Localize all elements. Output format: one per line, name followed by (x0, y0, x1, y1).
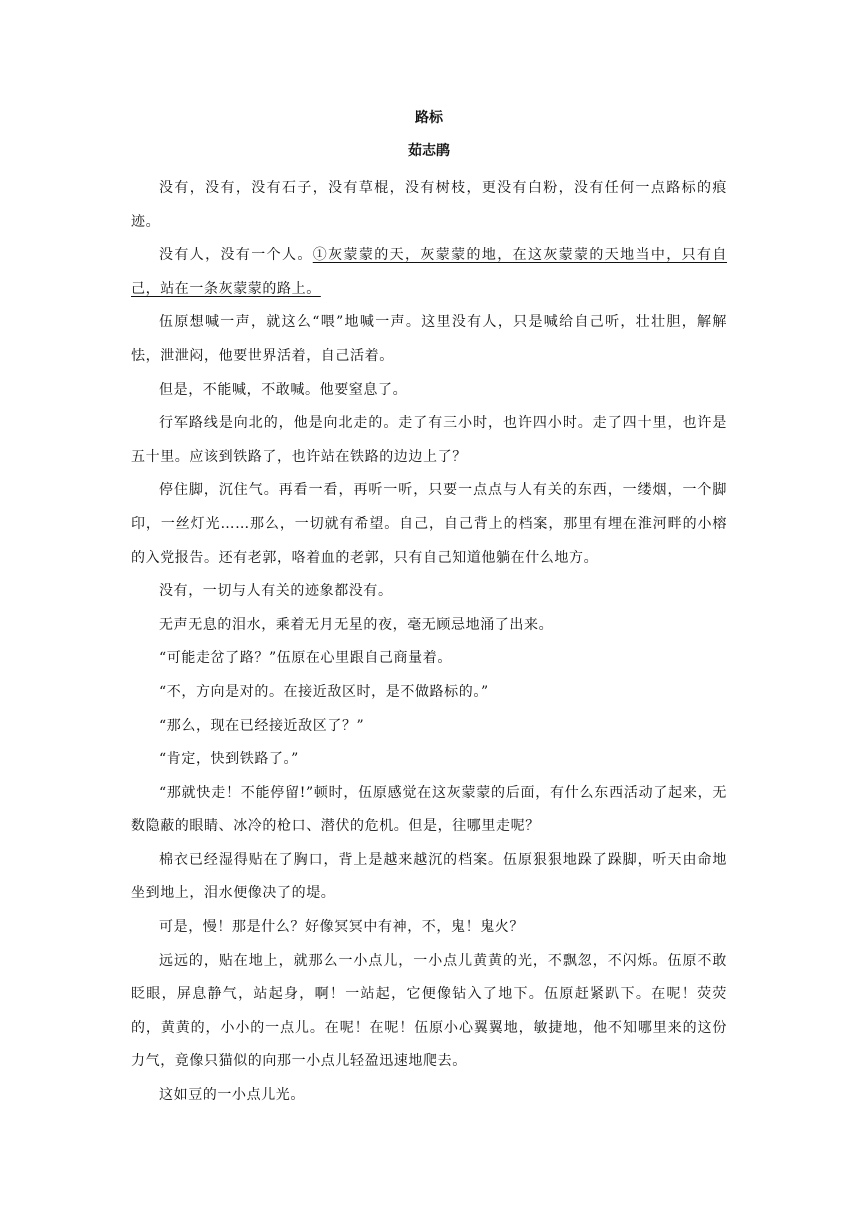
paragraph: “肯定，快到铁路了。” (159, 751, 299, 768)
paragraph: “那就快走！不能停留!”顿时，伍原感觉在这灰蒙蒙的后面，有什么东西活动了起来，无数隐蔽的眼睛、冰冷的枪口、潜伏的危机。但是，往哪里走呢？ (131, 784, 727, 835)
paragraph: 行军路线是向北的，他是向北走的。走了有三小时，也许四小时。走了四十里，也许是五十里。应该到铁路了，也许站在铁路的边边上了？ (131, 415, 727, 465)
paragraph: 但是，不能喊，不敢喊。他要窒息了。 (159, 381, 408, 398)
paragraph-text: 没有人，没有一个人。 (159, 247, 313, 264)
author-name: 茹志鹃 (408, 143, 450, 159)
paragraph: 棉衣已经湿得贴在了胸口，背上是越来越沉的档案。伍原狠狠地跺了跺脚，听天由命地坐到地上，泪水便像决了的堤。 (131, 851, 727, 902)
paragraph: 伍原想喊一声，就这么“喂”地喊一声。这里没有人，只是喊给自己听，壮壮胆，解解怯，泄泄闷，他要世界活着，自己活着。 (131, 314, 727, 364)
paragraph: 无声无息的泪水，乘着无月无星的夜，毫无顾忌地涌了出来。 (159, 616, 554, 633)
document-page (131, 108, 727, 1113)
paragraph: “不，方向是对的。在接近敌区时，是不做路标的。” (159, 683, 489, 700)
paragraph: 停住脚，沉住气。再看一看，再听一听，只要一点点与人有关的东西，一缕烟，一个脚印，一丝灯光……那么，一切就有希望。自己，自己背上的档案，那里有埋在淮河畔的小榕的入党报告。还有老郭，咯着血的老郭，只有自己知道他躺在什么地方。 (131, 482, 727, 566)
paragraph: “那么，现在已经接近敌区了？” (159, 717, 365, 734)
paragraph: 没有，没有，没有石子，没有草棍，没有树枝，更没有白粉，没有任何一点路标的痕迹。 (131, 180, 727, 230)
article-title: 路标 (415, 110, 443, 126)
paragraph: 没有，一切与人有关的迹象都没有。 (159, 583, 393, 600)
underlined-sentence: ①灰蒙蒙的天，灰蒙蒙的地，在这灰蒙蒙的天地当中，只有自己，站在一条灰蒙蒙的路上。 (131, 247, 728, 297)
paragraph: “可能走岔了路？”伍原在心里跟自己商量着。 (159, 650, 452, 667)
paragraph: 这如豆的一小点儿光。 (159, 1087, 305, 1104)
paragraph: 远远的，贴在地上，就那么一小点儿，一小点儿黄黄的光，不飘忽，不闪烁。伍原不敢眨眼，屏息静气，站起身，啊！一站起，它便像钻入了地下。伍原赶紧趴下。在呢！荧荧的，黄黄的，小小的一点儿。在呢！在呢！伍原小心翼翼地，敏捷地，他不知哪里来的这份力气，竟像只猫似的向那一小点儿轻盈迅速地爬去。 (131, 952, 727, 1070)
paragraph (131, 239, 727, 306)
paragraph: 可是，慢！那是什么？好像冥冥中有神，不，鬼！鬼火？ (159, 919, 524, 936)
